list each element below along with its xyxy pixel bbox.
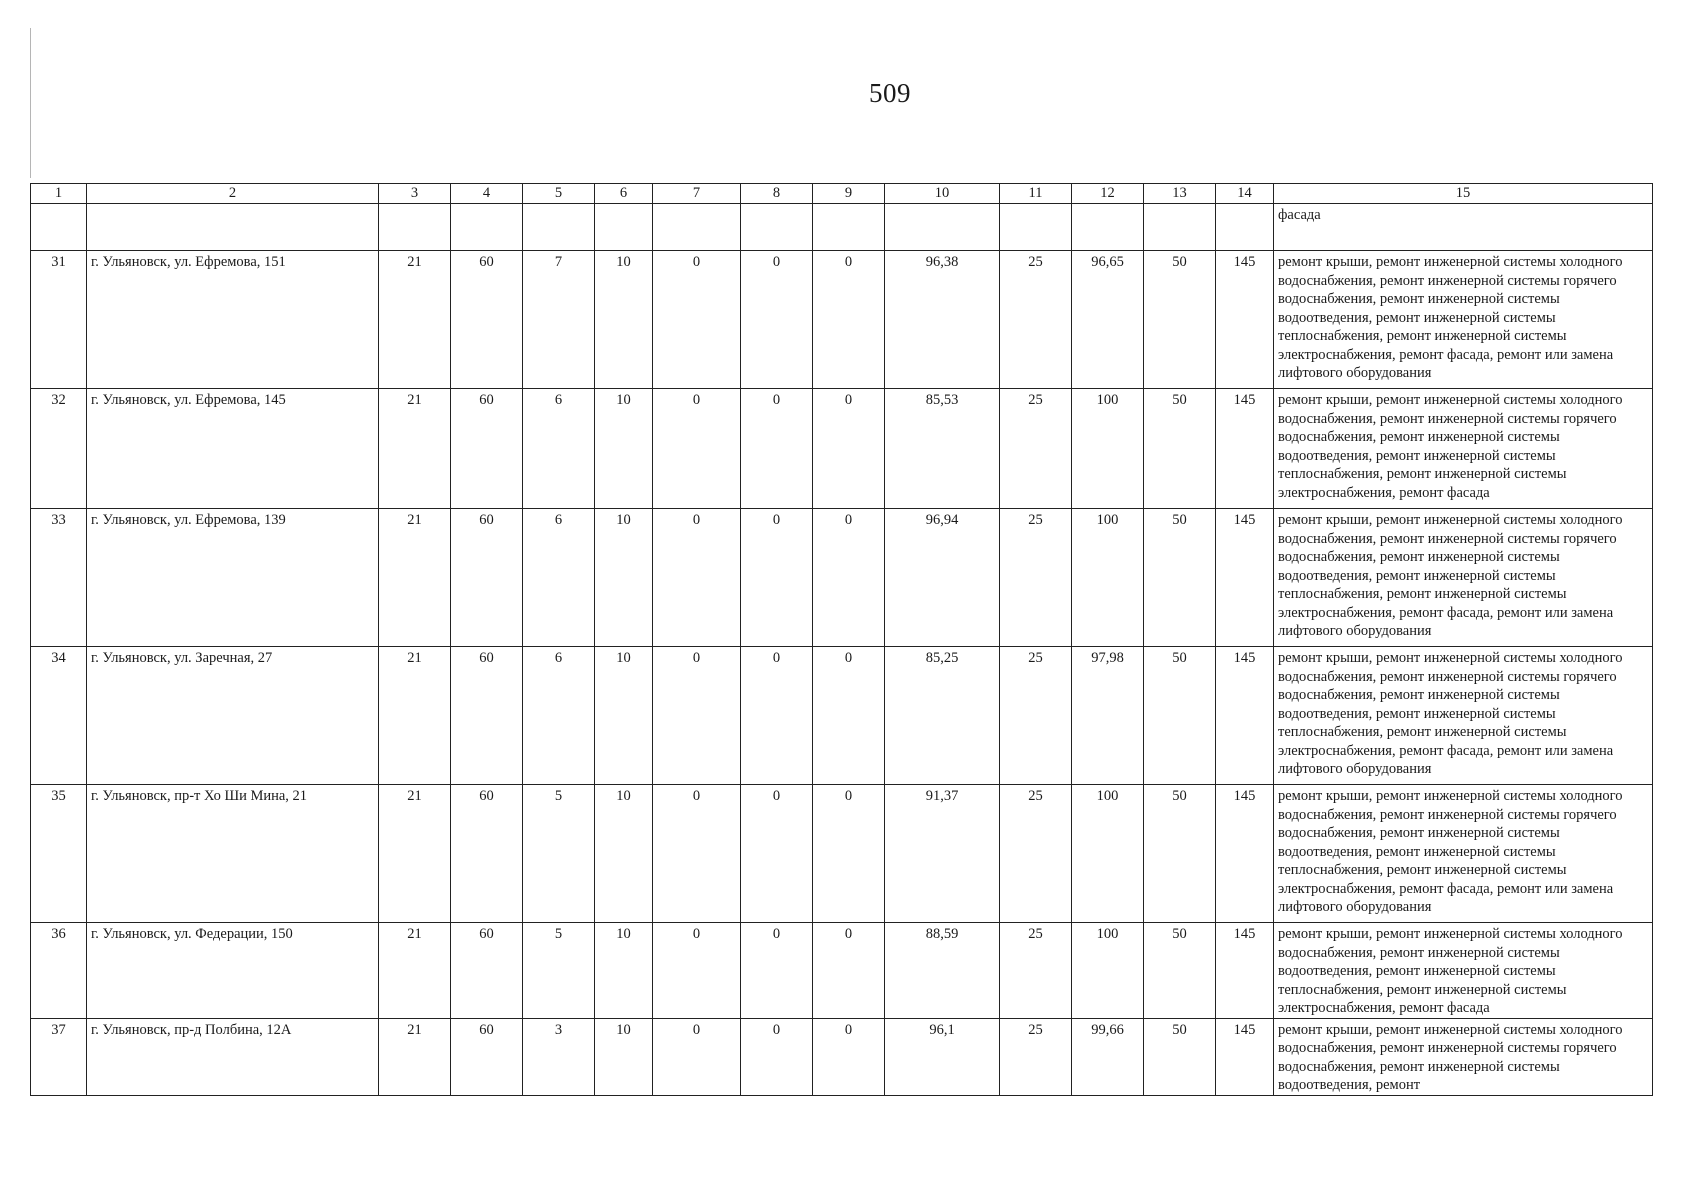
value-cell: 25 [1000, 647, 1072, 785]
value-cell: 96,94 [885, 509, 1000, 647]
column-header: 3 [379, 184, 451, 204]
value-cell: 10 [595, 647, 653, 785]
row-number-cell: 32 [31, 389, 87, 509]
value-cell: 10 [595, 509, 653, 647]
column-header: 12 [1072, 184, 1144, 204]
column-header: 1 [31, 184, 87, 204]
value-cell: 21 [379, 1018, 451, 1095]
value-cell: 100 [1072, 785, 1144, 923]
works-description-cell: ремонт крыши, ремонт инженерной системы холодного водоснабжения, ремонт инженерной системы горячего водоснабжения, ремонт инженерной системы водоотведения, ремонт инженерной системы теплоснабжения, ремонт инженерной системы электроснабжения, ремонт фасада, ремонт или замена лифтового оборудования [1274, 647, 1653, 785]
value-cell: 0 [813, 509, 885, 647]
value-cell: 96,1 [885, 1018, 1000, 1095]
value-cell: 60 [451, 1018, 523, 1095]
column-header: 13 [1144, 184, 1216, 204]
value-cell [741, 204, 813, 251]
address-cell: г. Ульяновск, пр-т Хо Ши Мина, 21 [87, 785, 379, 923]
value-cell: 100 [1072, 389, 1144, 509]
column-header: 14 [1216, 184, 1274, 204]
value-cell: 0 [813, 389, 885, 509]
works-description-cell: ремонт крыши, ремонт инженерной системы холодного водоснабжения, ремонт инженерной системы горячего водоснабжения, ремонт инженерной системы водоотведения, ремонт инженерной системы теплоснабжения, ремонт инженерной системы электроснабжения, ремонт фасада, ремонт или замена лифтового оборудования [1274, 785, 1653, 923]
value-cell: 145 [1216, 509, 1274, 647]
value-cell: 21 [379, 251, 451, 389]
repair-program-table [30, 183, 1653, 1096]
table-row [31, 785, 1653, 923]
value-cell: 0 [653, 785, 741, 923]
value-cell: 0 [653, 647, 741, 785]
value-cell: 7 [523, 251, 595, 389]
column-header: 9 [813, 184, 885, 204]
value-cell: 145 [1216, 647, 1274, 785]
value-cell: 50 [1144, 785, 1216, 923]
table-row [31, 509, 1653, 647]
address-cell: г. Ульяновск, ул. Заречная, 27 [87, 647, 379, 785]
value-cell: 0 [813, 647, 885, 785]
value-cell: 96,65 [1072, 251, 1144, 389]
value-cell: 60 [451, 509, 523, 647]
continuation-row [31, 204, 1653, 251]
value-cell: 85,25 [885, 647, 1000, 785]
value-cell: 0 [653, 509, 741, 647]
value-cell: 0 [741, 647, 813, 785]
row-number-cell: 37 [31, 1018, 87, 1095]
value-cell: 60 [451, 923, 523, 1019]
value-cell: 50 [1144, 509, 1216, 647]
value-cell: 10 [595, 251, 653, 389]
value-cell: 0 [813, 785, 885, 923]
value-cell: 25 [1000, 509, 1072, 647]
value-cell: 0 [741, 389, 813, 509]
table-row [31, 647, 1653, 785]
works-description-cell: ремонт крыши, ремонт инженерной системы холодного водоснабжения, ремонт инженерной системы горячего водоснабжения, ремонт инженерной системы водоотведения, ремонт инженерной системы теплоснабжения, ремонт инженерной системы электроснабжения, ремонт фасада [1274, 389, 1653, 509]
address-cell: г. Ульяновск, ул. Ефремова, 139 [87, 509, 379, 647]
row-number-cell: 35 [31, 785, 87, 923]
value-cell [813, 204, 885, 251]
row-number-cell [31, 204, 87, 251]
value-cell: 50 [1144, 923, 1216, 1019]
value-cell: 21 [379, 389, 451, 509]
value-cell [451, 204, 523, 251]
value-cell: 145 [1216, 923, 1274, 1019]
row-number-cell: 31 [31, 251, 87, 389]
value-cell: 145 [1216, 1018, 1274, 1095]
works-description-cell: ремонт крыши, ремонт инженерной системы холодного водоснабжения, ремонт инженерной системы горячего водоснабжения, ремонт инженерной системы водоотведения, ремонт инженерной системы теплоснабжения, ремонт инженерной системы электроснабжения, ремонт фасада, ремонт или замена лифтового оборудования [1274, 509, 1653, 647]
value-cell: 0 [653, 923, 741, 1019]
table-row [31, 923, 1653, 1019]
value-cell [595, 204, 653, 251]
value-cell: 21 [379, 647, 451, 785]
value-cell: 145 [1216, 785, 1274, 923]
value-cell: 60 [451, 647, 523, 785]
value-cell: 5 [523, 923, 595, 1019]
row-number-cell: 36 [31, 923, 87, 1019]
value-cell: 145 [1216, 389, 1274, 509]
value-cell: 21 [379, 785, 451, 923]
column-header: 7 [653, 184, 741, 204]
value-cell: 6 [523, 509, 595, 647]
value-cell [1144, 204, 1216, 251]
value-cell: 0 [813, 923, 885, 1019]
value-cell: 60 [451, 251, 523, 389]
address-cell: г. Ульяновск, пр-д Полбина, 12А [87, 1018, 379, 1095]
value-cell: 25 [1000, 389, 1072, 509]
value-cell: 50 [1144, 1018, 1216, 1095]
column-number-row [31, 184, 1653, 204]
value-cell: 25 [1000, 923, 1072, 1019]
value-cell: 25 [1000, 785, 1072, 923]
value-cell: 50 [1144, 389, 1216, 509]
value-cell: 85,53 [885, 389, 1000, 509]
value-cell: 10 [595, 1018, 653, 1095]
works-description-cell: ремонт крыши, ремонт инженерной системы холодного водоснабжения, ремонт инженерной системы горячего водоснабжения, ремонт инженерной системы водоотведения, ремонт [1274, 1018, 1653, 1095]
value-cell: 10 [595, 785, 653, 923]
column-header: 6 [595, 184, 653, 204]
address-cell [87, 204, 379, 251]
value-cell: 10 [595, 923, 653, 1019]
value-cell: 91,37 [885, 785, 1000, 923]
table-row [31, 251, 1653, 389]
value-cell: 6 [523, 389, 595, 509]
value-cell [1000, 204, 1072, 251]
value-cell: 0 [653, 251, 741, 389]
value-cell: 0 [653, 1018, 741, 1095]
works-description-cell: фасада [1274, 204, 1653, 251]
value-cell: 99,66 [1072, 1018, 1144, 1095]
row-number-cell: 34 [31, 647, 87, 785]
value-cell: 10 [595, 389, 653, 509]
column-header: 15 [1274, 184, 1653, 204]
value-cell [653, 204, 741, 251]
value-cell: 6 [523, 647, 595, 785]
value-cell: 145 [1216, 251, 1274, 389]
column-header: 2 [87, 184, 379, 204]
value-cell [1072, 204, 1144, 251]
value-cell: 0 [813, 251, 885, 389]
column-header: 10 [885, 184, 1000, 204]
page-number: 509 [869, 78, 911, 108]
table-row [31, 1018, 1653, 1095]
value-cell: 0 [741, 251, 813, 389]
works-description-cell: ремонт крыши, ремонт инженерной системы холодного водоснабжения, ремонт инженерной системы горячего водоснабжения, ремонт инженерной системы водоотведения, ремонт инженерной системы теплоснабжения, ремонт инженерной системы электроснабжения, ремонт фасада, ремонт или замена лифтового оборудования [1274, 251, 1653, 389]
value-cell [379, 204, 451, 251]
value-cell: 96,38 [885, 251, 1000, 389]
value-cell: 100 [1072, 923, 1144, 1019]
value-cell: 25 [1000, 251, 1072, 389]
value-cell: 97,98 [1072, 647, 1144, 785]
value-cell: 88,59 [885, 923, 1000, 1019]
table-row [31, 389, 1653, 509]
column-header: 5 [523, 184, 595, 204]
value-cell: 0 [653, 389, 741, 509]
value-cell: 60 [451, 389, 523, 509]
value-cell: 100 [1072, 509, 1144, 647]
value-cell: 0 [741, 923, 813, 1019]
value-cell: 50 [1144, 647, 1216, 785]
address-cell: г. Ульяновск, ул. Ефремова, 151 [87, 251, 379, 389]
value-cell: 0 [741, 1018, 813, 1095]
value-cell: 5 [523, 785, 595, 923]
value-cell: 60 [451, 785, 523, 923]
value-cell: 25 [1000, 1018, 1072, 1095]
value-cell: 21 [379, 923, 451, 1019]
address-cell: г. Ульяновск, ул. Ефремова, 145 [87, 389, 379, 509]
column-header: 8 [741, 184, 813, 204]
value-cell [1216, 204, 1274, 251]
address-cell: г. Ульяновск, ул. Федерации, 150 [87, 923, 379, 1019]
value-cell [885, 204, 1000, 251]
value-cell: 0 [741, 785, 813, 923]
value-cell: 0 [741, 509, 813, 647]
column-header: 11 [1000, 184, 1072, 204]
column-header: 4 [451, 184, 523, 204]
value-cell: 50 [1144, 251, 1216, 389]
value-cell [523, 204, 595, 251]
value-cell: 3 [523, 1018, 595, 1095]
value-cell: 0 [813, 1018, 885, 1095]
row-number-cell: 33 [31, 509, 87, 647]
value-cell: 21 [379, 509, 451, 647]
works-description-cell: ремонт крыши, ремонт инженерной системы холодного водоснабжения, ремонт инженерной системы водоотведения, ремонт инженерной системы теплоснабжения, ремонт инженерной системы электроснабжения, ремонт фасада [1274, 923, 1653, 1019]
table-body [31, 184, 1653, 1096]
